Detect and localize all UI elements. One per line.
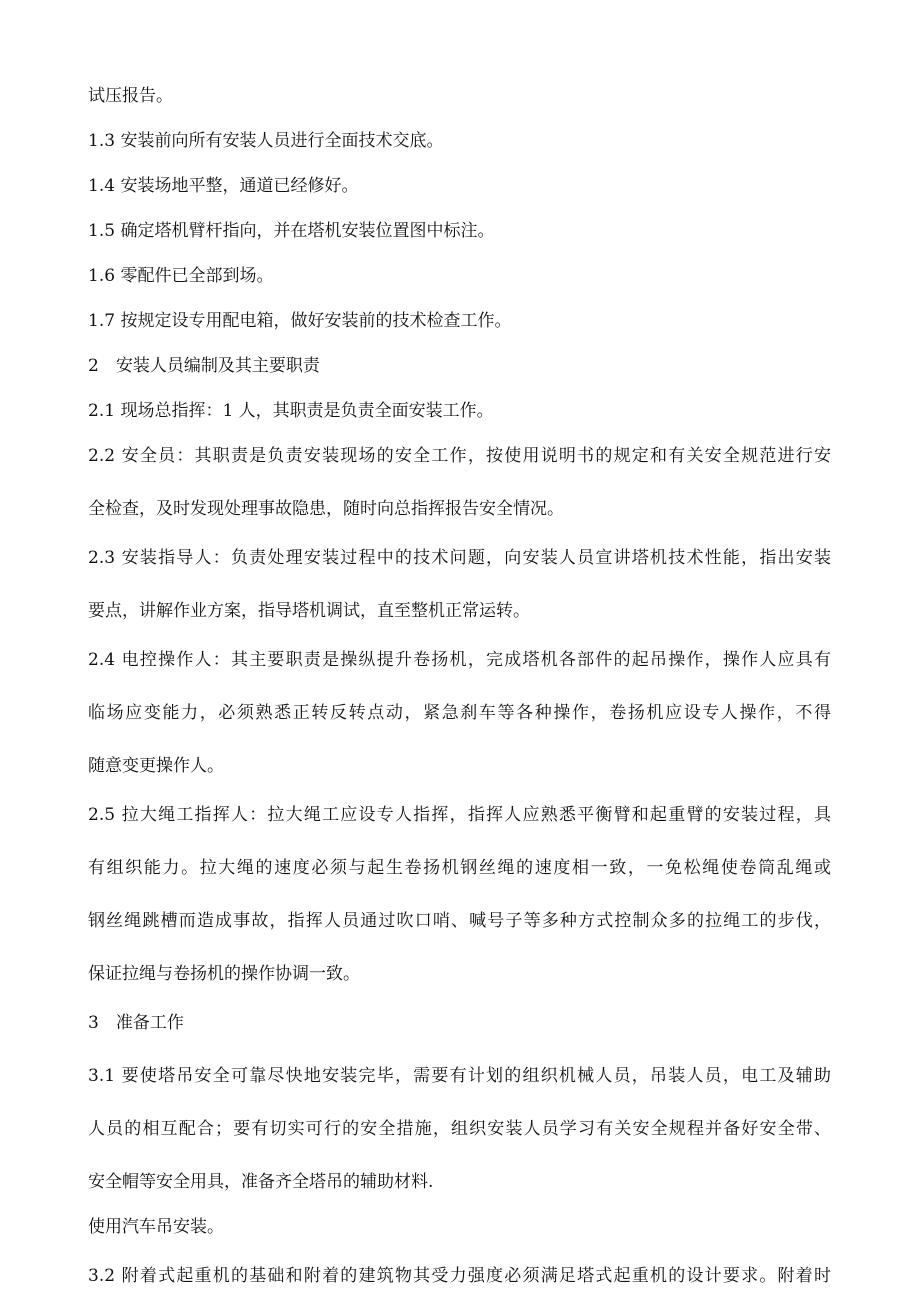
text-line: 安全帽等安全用具，准备齐全塔吊的辅助材料. xyxy=(88,1172,434,1192)
text-line: 2.1 现场总指挥：1 人，其职责是负责全面安装工作。 xyxy=(88,401,494,421)
text-line: 2.3 安装指导人：负责处理安装过程中的技术问题，向安装人员宣讲塔机技术性能，指出安装 xyxy=(88,548,831,568)
text-line: 保证拉绳与卷扬机的操作协调一致。 xyxy=(88,964,360,984)
text-line: 试压报告。 xyxy=(88,86,173,106)
text-line: 1.7 按规定设专用配电箱，做好安装前的技术检查工作。 xyxy=(88,311,512,331)
text-line: 人员的相互配合；要有切实可行的安全措施，组织安装人员学习有关安全规程并备好安全带、 xyxy=(88,1119,831,1139)
text-line: 2.5 拉大绳工指挥人：拉大绳工应设专人指挥，指挥人应熟悉平衡臂和起重臂的安装过程，具 xyxy=(88,805,831,825)
text-line: 3.2 附着式起重机的基础和附着的建筑物其受力强度必须满足塔式起重机的设计要求。附着时 xyxy=(88,1266,831,1286)
text-line: 1.5 确定塔机臂杆指向，并在塔机安装位置图中标注。 xyxy=(88,221,495,241)
document-page xyxy=(88,86,838,1287)
text-line: 钢丝绳跳槽而造成事故，指挥人员通过吹口哨、喊号子等多种方式控制众多的拉绳工的步伐， xyxy=(88,911,831,931)
text-line: 1.6 零配件已全部到场。 xyxy=(88,266,274,286)
text-line: 2.2 安全员：其职责是负责安装现场的安全工作，按使用说明书的规定和有关安全规范进行安 xyxy=(88,446,831,466)
text-line: 1.4 安装场地平整，通道已经修好。 xyxy=(88,176,359,196)
text-line: 1.3 安装前向所有安装人员进行全面技术交底。 xyxy=(88,131,444,151)
text-line: 全检查，及时发现处理事故隐患，随时向总指挥报告安全情况。 xyxy=(88,499,564,519)
text-line: 要点，讲解作业方案，指导塔机调试，直至整机正常运转。 xyxy=(88,601,530,621)
text-line: 临场应变能力，必须熟悉正转反转点动，紧急刹车等各种操作，卷扬机应设专人操作，不得 xyxy=(88,703,831,723)
text-line: 使用汽车吊安装。 xyxy=(88,1217,224,1237)
section-heading: 3 准备工作 xyxy=(88,1013,184,1033)
text-line: 随意变更操作人。 xyxy=(88,756,224,776)
text-line: 3.1 要使塔吊安全可靠尽快地安装完毕，需要有计划的组织机械人员，吊装人员，电工及辅助 xyxy=(88,1066,831,1086)
text-line: 有组织能力。拉大绳的速度必须与起生卷扬机钢丝绳的速度相一致，一免松绳使卷筒乱绳或 xyxy=(88,858,831,878)
section-heading: 2 安装人员编制及其主要职责 xyxy=(88,356,320,376)
text-line: 2.4 电控操作人：其主要职责是操纵提升卷扬机，完成塔机各部件的起吊操作，操作人应具有 xyxy=(88,650,831,670)
